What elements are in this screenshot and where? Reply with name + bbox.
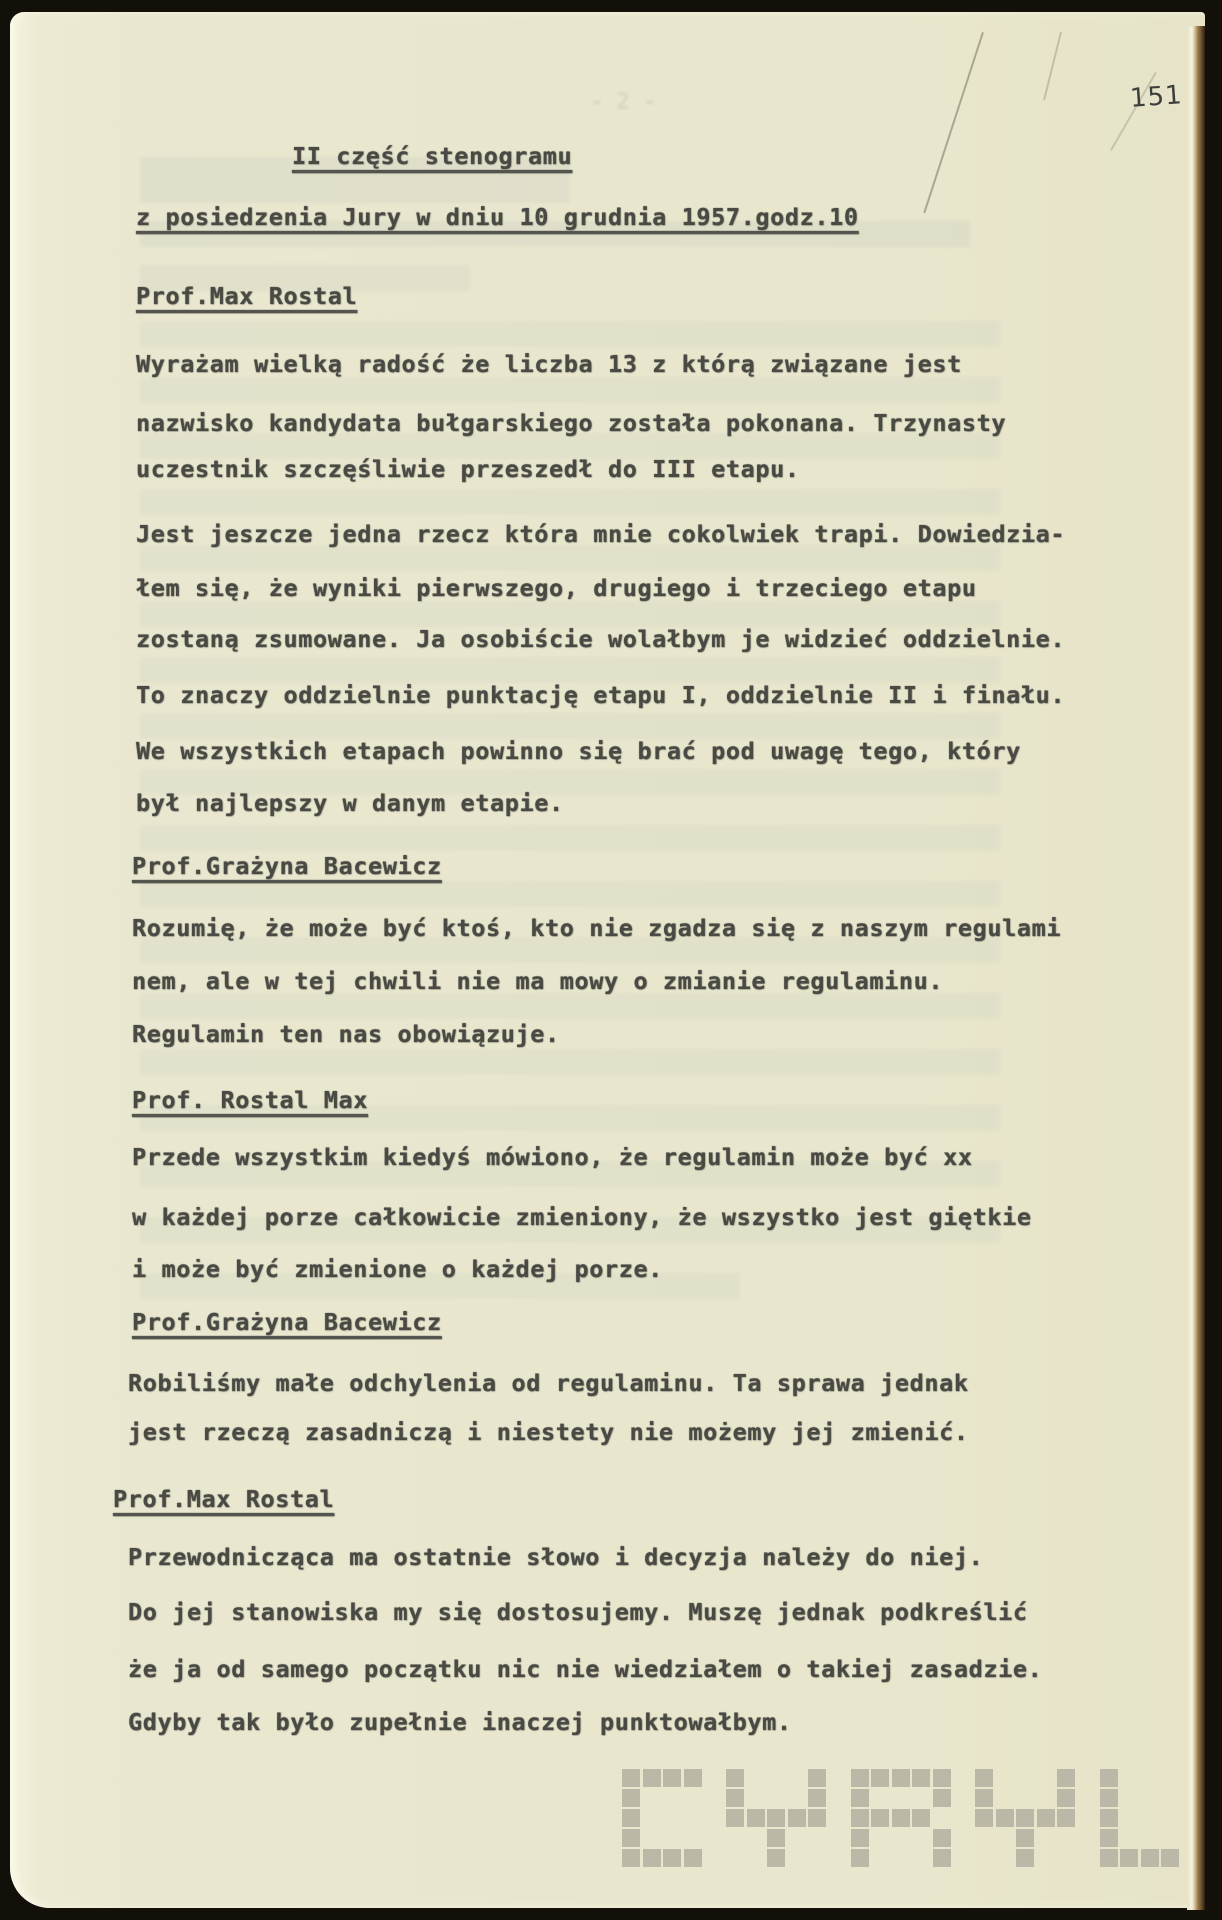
document-title: II część stenogramu — [292, 142, 573, 170]
text-line: nem, ale w tej chwili nie ma mowy o zmianie regulaminu. — [132, 967, 944, 995]
watermark-block — [851, 1849, 869, 1867]
text-line: Do jej stanowiska my się dostosujemy. Muszę jednak podkreślić — [128, 1598, 1028, 1626]
watermark-block — [663, 1849, 681, 1867]
text-line: Rozumię, że może być ktoś, kto nie zgadza się z naszym regulami — [132, 914, 1062, 942]
watermark-block — [622, 1829, 640, 1847]
watermark-block — [933, 1789, 951, 1807]
text-line: że ja od samego początku nic nie wiedziałem o takiej zasadzie. — [128, 1655, 1043, 1683]
watermark-block — [643, 1769, 661, 1787]
watermark-block — [996, 1809, 1014, 1827]
speaker-heading: Prof.Max Rostal — [113, 1485, 335, 1513]
watermark-block — [871, 1809, 889, 1827]
watermark-block — [767, 1829, 785, 1847]
watermark-block — [933, 1769, 951, 1787]
watermark-block — [808, 1769, 826, 1787]
watermark-block — [975, 1809, 993, 1827]
watermark-block — [1100, 1849, 1118, 1867]
watermark-block — [726, 1769, 744, 1787]
watermark-block — [892, 1809, 910, 1827]
watermark-block — [726, 1809, 744, 1827]
text-line: w każdej porze całkowicie zmieniony, że wszystko jest giętkie — [132, 1203, 1032, 1231]
watermark-block — [808, 1789, 826, 1807]
watermark-block — [747, 1809, 765, 1827]
page-edge — [1187, 26, 1205, 1910]
watermark-block — [1016, 1849, 1034, 1867]
speaker-heading: Prof. Rostal Max — [132, 1086, 368, 1114]
watermark-block — [622, 1789, 640, 1807]
text-line: jest rzeczą zasadniczą i niestety nie możemy jej zmienić. — [128, 1418, 969, 1446]
watermark-block — [1141, 1849, 1159, 1867]
watermark-block — [622, 1769, 640, 1787]
watermark-block — [1057, 1789, 1075, 1807]
text-line: zostaną zsumowane. Ja osobiście wolałbym je widzieć oddzielnie. — [136, 625, 1066, 653]
watermark-block — [663, 1769, 681, 1787]
watermark-block — [912, 1809, 930, 1827]
text-line: Robiliśmy małe odchylenia od regulaminu. Ta sprawa jednak — [128, 1369, 969, 1397]
watermark-block — [1100, 1829, 1118, 1847]
text-line: Regulamin ten nas obowiązuje. — [132, 1020, 560, 1048]
watermark-block — [684, 1849, 702, 1867]
text-line: nazwisko kandydata bułgarskiego została pokonana. Trzynasty — [136, 409, 1007, 437]
watermark-block — [622, 1809, 640, 1827]
watermark-block — [1016, 1829, 1034, 1847]
watermark-block — [1016, 1809, 1034, 1827]
document-subtitle: z posiedzenia Jury w dniu 10 grudnia 1957.godz.10 — [136, 203, 859, 231]
pencil-mark — [1043, 32, 1062, 100]
watermark-block — [1037, 1809, 1055, 1827]
watermark-block — [1120, 1849, 1138, 1867]
watermark-block — [933, 1829, 951, 1847]
watermark-block — [871, 1769, 889, 1787]
text-line: We wszystkich etapach powinno się brać pod uwagę tego, który — [136, 737, 1021, 765]
text-line: Gdyby tak było zupełnie inaczej punktowałbym. — [128, 1708, 792, 1736]
watermark-block — [622, 1849, 640, 1867]
text-line: był najlepszy w danym etapie. — [136, 789, 564, 817]
text-line: Jest jeszcze jedna rzecz która mnie cokolwiek trapi. Dowiedzia- — [136, 520, 1066, 548]
watermark-block — [975, 1789, 993, 1807]
watermark-block — [851, 1769, 869, 1787]
watermark-block — [1057, 1809, 1075, 1827]
text-line: Przede wszystkim kiedyś mówiono, że regulamin może być xx — [132, 1143, 973, 1171]
watermark-block — [767, 1849, 785, 1867]
bleed-through-header: - 2 - — [590, 90, 657, 115]
watermark-block — [851, 1829, 869, 1847]
text-line: uczestnik szczęśliwie przeszedł do III etapu. — [136, 455, 800, 483]
watermark-block — [684, 1769, 702, 1787]
watermark-block — [1100, 1769, 1118, 1787]
watermark-block — [1057, 1769, 1075, 1787]
handwritten-page-number: 151 — [1129, 80, 1184, 114]
watermark-block — [892, 1769, 910, 1787]
document-page — [10, 12, 1205, 1908]
text-line: łem się, że wyniki pierwszego, drugiego i trzeciego etapu — [136, 574, 977, 602]
text-line: Wyrażam wielką radość że liczba 13 z którą związane jest — [136, 350, 962, 378]
watermark-block — [933, 1849, 951, 1867]
watermark-block — [808, 1809, 826, 1827]
speaker-heading: Prof.Max Rostal — [136, 282, 358, 310]
text-line: To znaczy oddzielnie punktację etapu I, oddzielnie II i finału. — [136, 681, 1066, 709]
watermark-block — [1100, 1789, 1118, 1807]
watermark-block — [726, 1789, 744, 1807]
speaker-heading: Prof.Grażyna Bacewicz — [132, 852, 442, 880]
watermark-block — [1161, 1849, 1179, 1867]
watermark-block — [851, 1789, 869, 1807]
watermark-block — [643, 1849, 661, 1867]
watermark-block — [767, 1809, 785, 1827]
text-line: i może być zmienione o każdej porze. — [132, 1255, 663, 1283]
watermark-block — [851, 1809, 869, 1827]
watermark-block — [912, 1769, 930, 1787]
watermark-block — [1100, 1809, 1118, 1827]
speaker-heading: Prof.Grażyna Bacewicz — [132, 1308, 442, 1336]
watermark-block — [788, 1809, 806, 1827]
text-line: Przewodnicząca ma ostatnie słowo i decyzja należy do niej. — [128, 1543, 984, 1571]
watermark-block — [975, 1769, 993, 1787]
